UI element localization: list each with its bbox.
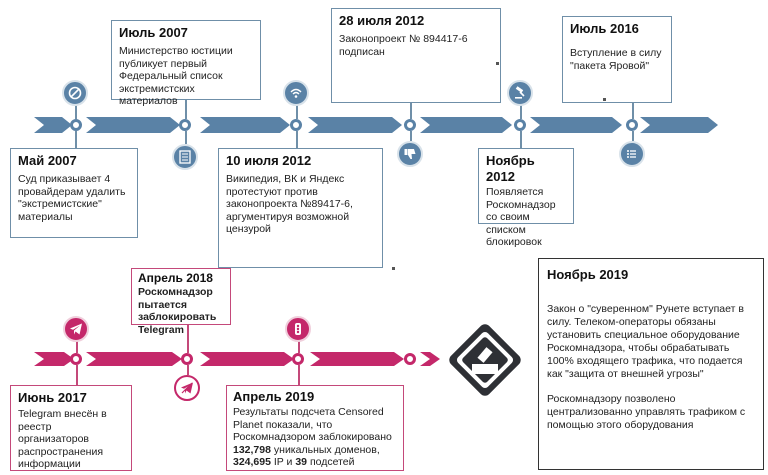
event-body-2: Роскомнадзору позволено централизованно управлять трафиком с помощью этого оборудования (547, 393, 746, 431)
timeline-node (70, 119, 82, 131)
decorative-dot (603, 98, 606, 101)
decorative-dot (496, 62, 499, 65)
subnet-label: подсетей (309, 456, 355, 468)
event-box-28-july-2012 (331, 8, 501, 103)
timeline-node (404, 119, 416, 131)
wifi-icon (283, 80, 309, 106)
top-arrow-3 (200, 117, 290, 133)
timeline-node (404, 353, 416, 365)
connector-line (75, 131, 77, 148)
gavel-icon (507, 80, 533, 106)
top-arrow-5 (420, 117, 512, 133)
event-body: Министерство юстиции публикует первый Федеральный список экстремистских материалов (119, 45, 233, 107)
event-title: Июль 2016 (570, 21, 639, 36)
event-title: Ноябрь 2012 (486, 153, 535, 184)
no-entry-icon (62, 80, 88, 106)
event-body: Законопроект № 894417-6 подписан (339, 33, 468, 58)
timeline-node (181, 353, 193, 365)
timeline-node (292, 353, 304, 365)
event-body: Суд приказывает 4 провайдерам удалить "экстремистские" материалы (18, 173, 126, 223)
event-box-april-2019 (226, 385, 404, 471)
top-arrow-1 (34, 117, 72, 133)
event-box-july-2016 (562, 16, 672, 103)
event-box-nov-2019 (538, 258, 764, 470)
bottom-arrow-3 (200, 352, 294, 366)
event-title: Июль 2007 (119, 25, 188, 40)
traffic-light-icon (285, 316, 311, 342)
event-box-nov-2012 (478, 148, 574, 248)
event-body: Появляется Роскомнадзор со своим списком блокировок (486, 186, 556, 248)
connector-line (296, 131, 298, 148)
domains-label: уникальных доменов, (273, 443, 380, 456)
connector-line (75, 105, 77, 119)
event-body: Закон о "суверенном" Рунете вступает в силу. Телеком-операторы обязаны установить специальное оборудование Роскомнадзора, чтобы обрабатывать 100% входящего трафика, что подается как "защита от внешней угрозы" (547, 303, 744, 380)
connector-line (632, 131, 634, 141)
timeline-node (514, 119, 526, 131)
event-body: Роскомнадзор пытается заблокировать Telegram (138, 286, 217, 336)
telegram-icon (63, 316, 89, 342)
event-box-10-july-2012 (218, 148, 383, 268)
connector-line (298, 365, 300, 385)
event-title: Ноябрь 2019 (547, 267, 629, 282)
event-box-may-2007 (10, 148, 138, 238)
bottom-arrow-1 (34, 352, 74, 366)
ip-count: 324,695 (233, 456, 271, 468)
top-arrow-2 (86, 117, 180, 133)
connector-line (187, 365, 189, 375)
decorative-dot (392, 267, 395, 270)
telegram-blocked-icon (174, 375, 200, 401)
list-document-icon (172, 144, 198, 170)
timeline-node (70, 353, 82, 365)
timeline-node (290, 119, 302, 131)
connector-line (632, 103, 634, 119)
event-title: 10 июля 2012 (226, 153, 312, 168)
ballot-box-icon (443, 318, 527, 402)
event-body: Вступление в силу "пакета Яровой" (570, 47, 662, 72)
event-title: Апрель 2018 (138, 271, 213, 285)
event-title: Май 2007 (18, 153, 77, 168)
event-body: Telegram внесён в реестр организаторов распространения информации (18, 408, 107, 470)
bottom-arrow-2 (86, 352, 182, 366)
event-box-june-2017 (10, 385, 132, 471)
domains-count: 132,798 (233, 443, 271, 456)
thumbs-down-icon (397, 141, 423, 167)
subnet-count: 39 (295, 456, 308, 468)
top-arrow-6 (530, 117, 622, 133)
top-arrow-4 (308, 117, 402, 133)
connector-line (410, 131, 412, 141)
connector-line (410, 103, 412, 119)
event-body: Википедия, ВК и Яндекс протестуют против законопроекта №89417-6, аргументируя возможной цензурой (226, 173, 353, 235)
event-body (233, 406, 397, 469)
event-title: 28 июля 2012 (339, 13, 425, 28)
event-body-text: Результаты подсчета Censored Planet показали, что Роскомнадзором заблокировано (233, 406, 392, 443)
timeline-node (626, 119, 638, 131)
connector-line (76, 365, 78, 385)
ip-label: IP и (273, 456, 293, 468)
event-title: Июнь 2017 (18, 390, 87, 405)
connector-line (185, 131, 187, 144)
top-arrow-7 (640, 117, 718, 133)
bottom-arrow-5 (420, 352, 440, 366)
connector-line (520, 131, 522, 148)
timeline-node (179, 119, 191, 131)
bottom-arrow-4 (310, 352, 404, 366)
event-box-july-2007 (111, 20, 261, 107)
event-box-april-2018 (131, 268, 231, 336)
event-title: Апрель 2019 (233, 389, 315, 404)
list-icon (619, 141, 645, 167)
